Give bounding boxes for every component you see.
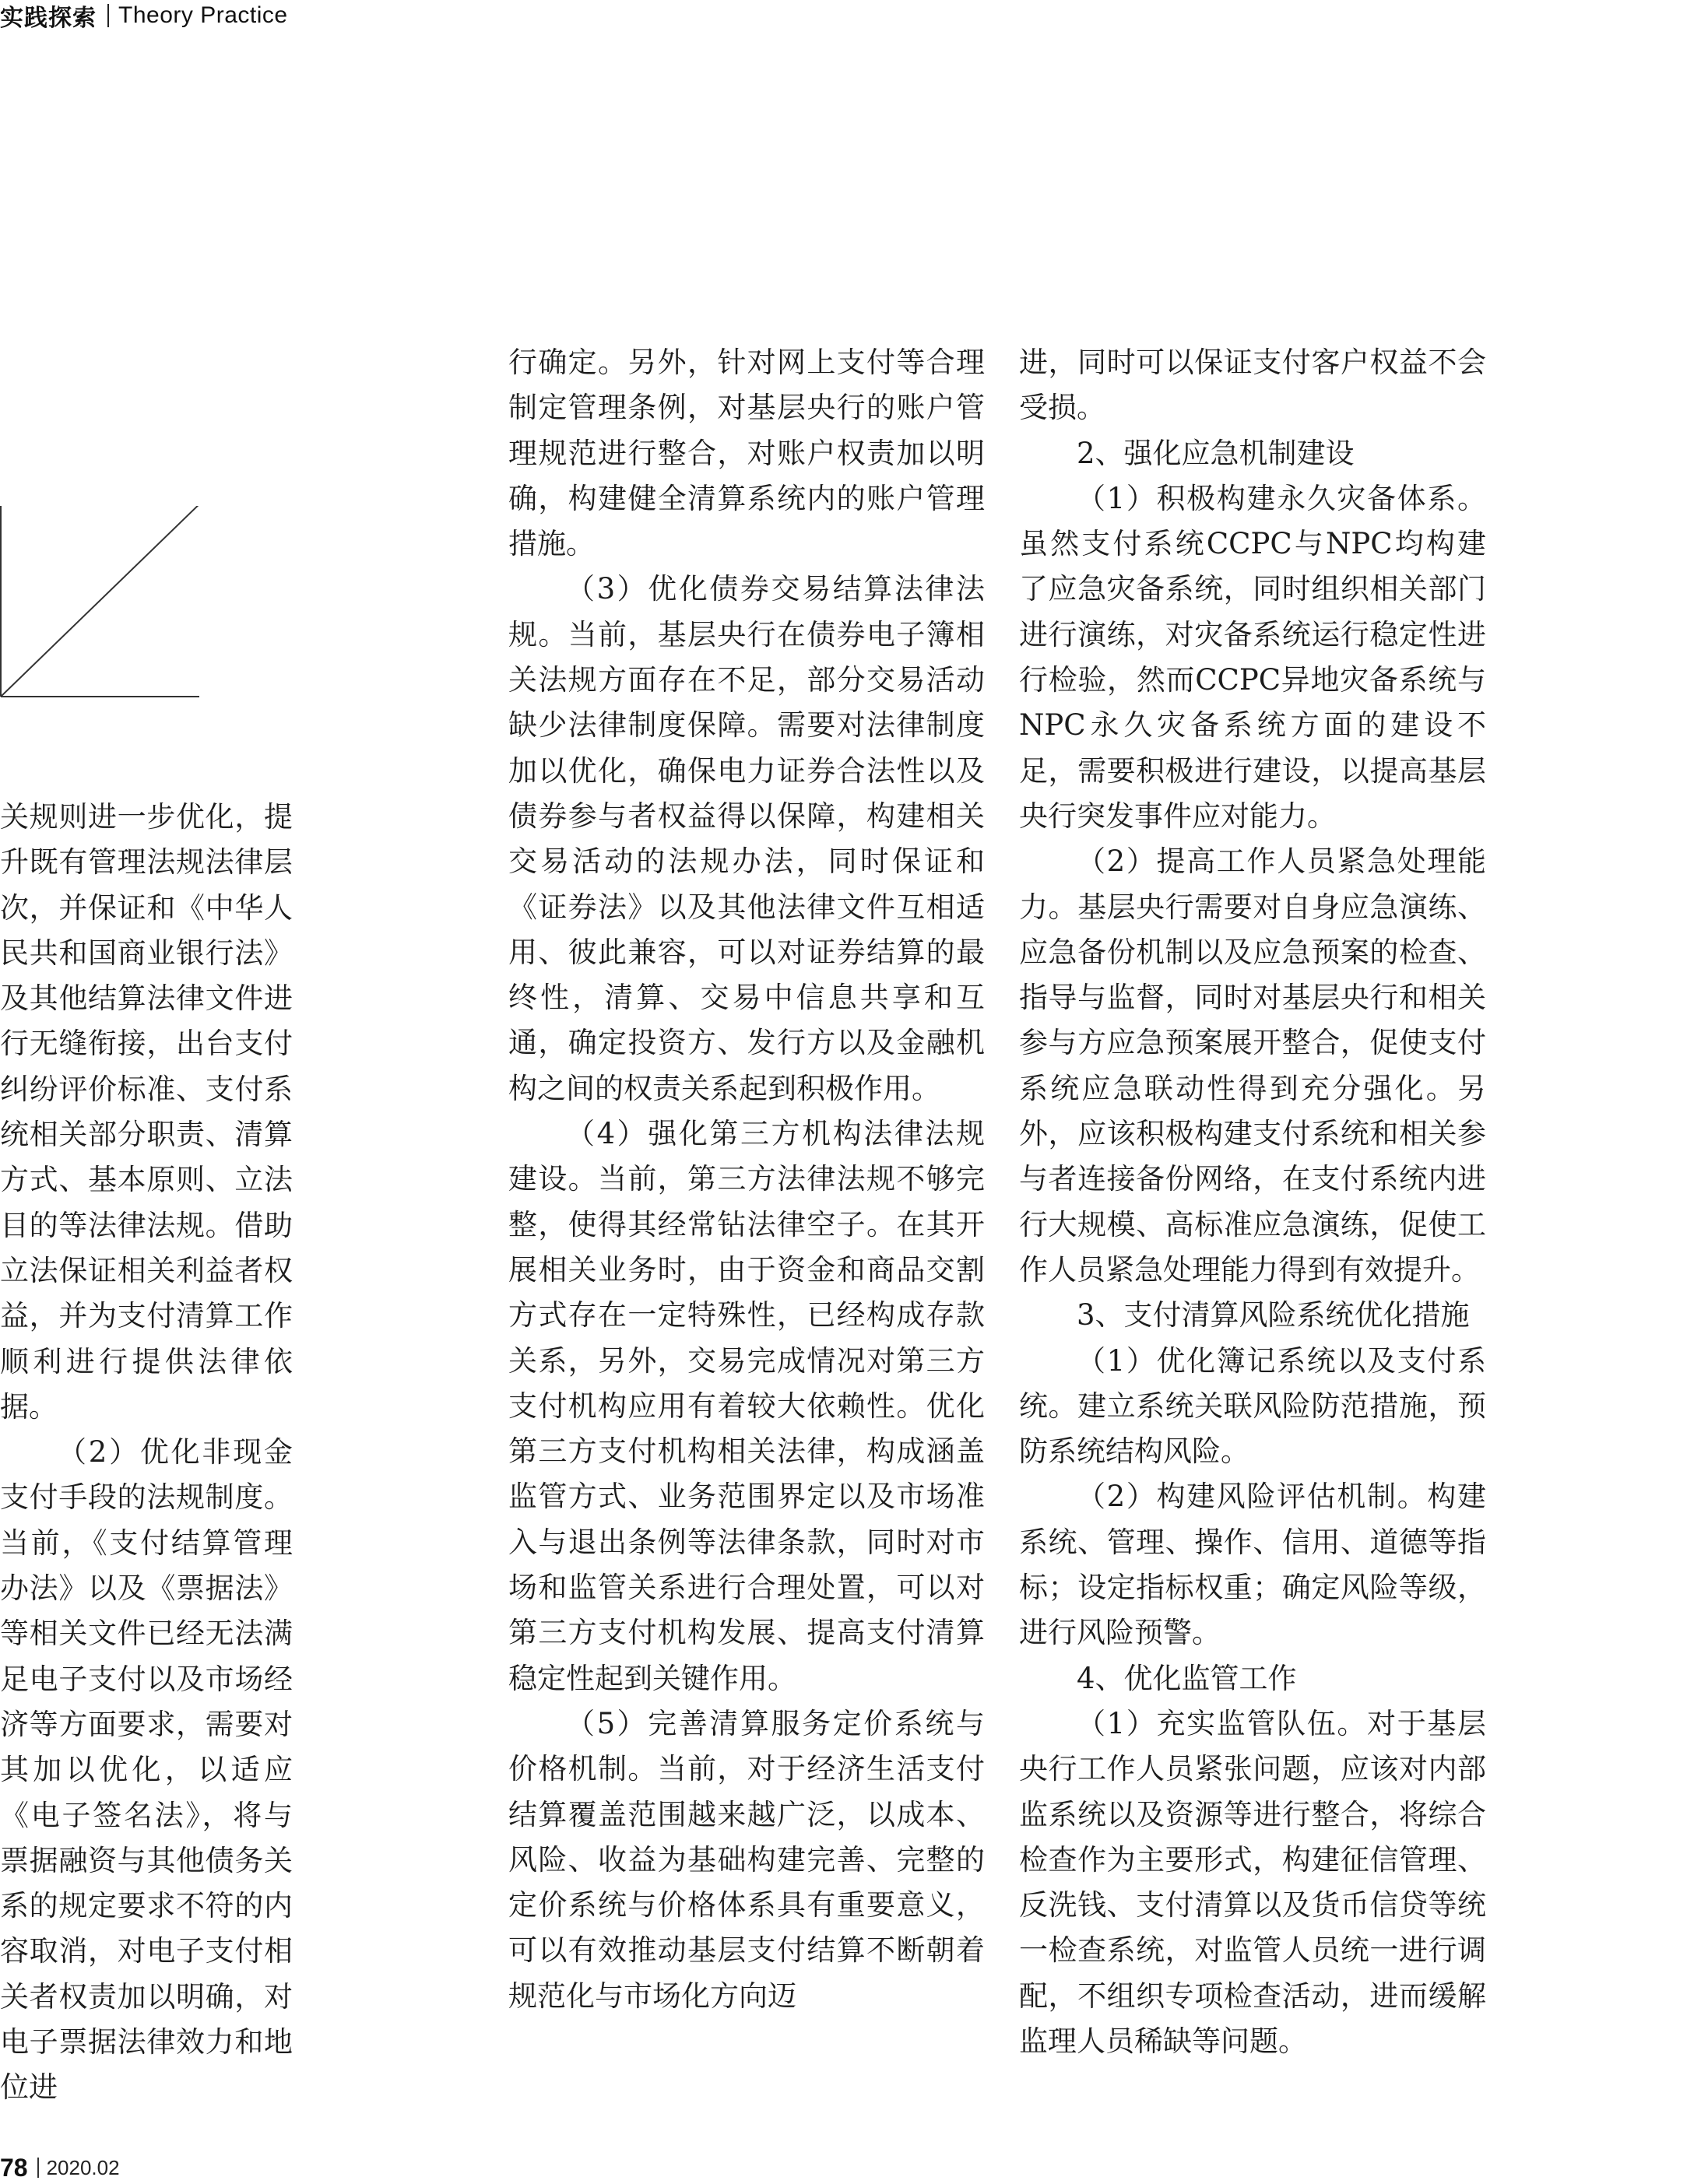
paragraph: 进，同时可以保证支付客户权益不会受损。 [1019,346,1486,425]
paragraph: 行确定。另外，针对网上支付等合理制定管理条例，对基层央行的账户管理规范进行整合，对账户权责加以明确，构建健全清算系统内的账户管理措施。 [508,346,985,561]
page-footer [0,2152,120,2183]
running-header [0,0,288,31]
text-column-3 [1019,340,1486,2064]
footer-divider [37,2158,39,2178]
paragraph: （1）充实监管队伍。对于基层央行工作人员紧张问题，应该对内部监系统以及资源等进行整合，将综合检查作为主要形式，构建征信管理、反洗钱、支付清算以及货币信贷等统一检查系统，对监管人员统一进行调配，不组织专项检查活动，进而缓解监理人员稀缺等问题。 [1019,1706,1486,2058]
section-heading: 2、强化应急机制建设 [1077,436,1355,470]
decoration-diagonal-line [1,506,218,697]
header-section-title: 实践探索 [0,5,97,32]
text-column-2 [508,340,985,2019]
paragraph: （1）优化簿记系统以及支付系统。建立系统关联风险防范措施，预防系统结构风险。 [1019,1343,1486,1469]
paragraph: （2）提高工作人员紧急处理能力。基层央行需要对自身应急演练、应急备份机制以及应急预案的检查、指导与监督，同时对基层央行和相关参与方应急预案展开整合，促使支付系统应急联动性得到充分强化。另外，应该积极构建支付系统和相关参与者连接备份网络，在支付系统内进行大规模、高标准应急演练，促使工作人员紧急处理能力得到有效提升。 [1019,844,1486,1287]
section-heading: 3、支付清算风险系统优化措施 [1077,1298,1470,1333]
section-heading: 4、优化监管工作 [1077,1661,1297,1695]
paragraph: （2）优化非现金支付手段的法规制度。当前，《支付结算管理办法》以及《票据法》等相关文件已经无法满足电子支付以及市场经济等方面要求，需要对其加以优化，以适应《电子签名法》，将与票据融资与其他债务关系的规定要求不符的内容取消，对电子支付相关者权责加以明确，对电子票据法律效力和地位进 [0,1435,293,2105]
paragraph: （3）优化债券交易结算法律法规。当前，基层央行在债券电子簿相关法规方面存在不足，部分交易活动缺少法律制度保障。需要对法律制度加以优化，确保电力证券合法性以及债券参与者权益得以保障，构建相关交易活动的法规办法，同时保证和《证券法》以及其他法律文件互相适用、彼此兼容，可以对证券结算的最终性，清算、交易中信息共享和互通，确定投资方、发行方以及金融机构之间的权责关系起到积极作用。 [508,572,985,1105]
paragraph: 关规则进一步优化，提升既有管理法规法律层次，并保证和《中华人民共和国商业银行法》及其他结算法律文件进行无缝衔接，出台支付纠纷评价标准、支付系统相关部分职责、清算方式、基本原则、立法目的等法律法规。借助立法保证相关利益者权益，并为支付清算工作顺利进行提供法律依据。 [0,800,293,1424]
paragraph: （5）完善清算服务定价系统与价格机制。当前，对于经济生活支付结算覆盖范围越来越广泛，以成本、风险、收益为基础构建完善、完整的定价系统与价格体系具有重要意义，可以有效推动基层支付结算不断朝着规范化与市场化方向迈 [508,1706,985,2013]
paragraph: （1）积极构建永久灾备体系。虽然支付系统CCPC与NPC均构建了应急灾备系统，同时组织相关部门进行演练，对灾备系统运行稳定性进行检验，然而CCPC异地灾备系统与NPC永久灾备系统方面的建设不足，需要积极进行建设，以提高基层央行突发事件应对能力。 [1019,481,1486,833]
corner-decoration [0,506,218,708]
paragraph: （4）强化第三方机构法律法规建设。当前，第三方法律法规不够完整，使得其经常钻法律空子。在其开展相关业务时，由于资金和商品交割方式存在一定特殊性，已经构成存款关系，另外，交易完成情况对第三方支付机构应用有着较大依赖性。优化第三方支付机构相关法律，构成涵盖监管方式、业务范围界定以及市场准入与退出条例等法律条款，同时对市场和监管关系进行合理处置，可以对第三方支付机构发展、提高支付清算稳定性起到关键作用。 [508,1117,985,1695]
header-section-title-en: Theory Practice [118,2,288,28]
header-divider [107,4,109,27]
paragraph: （2）构建风险评估机制。构建系统、管理、操作、信用、道德等指标；设定指标权重；确定风险等级，进行风险预警。 [1019,1480,1486,1650]
page-number: 78 [0,2153,28,2182]
text-column-1 [0,795,293,2111]
issue-label: 2020.02 [46,2155,120,2179]
